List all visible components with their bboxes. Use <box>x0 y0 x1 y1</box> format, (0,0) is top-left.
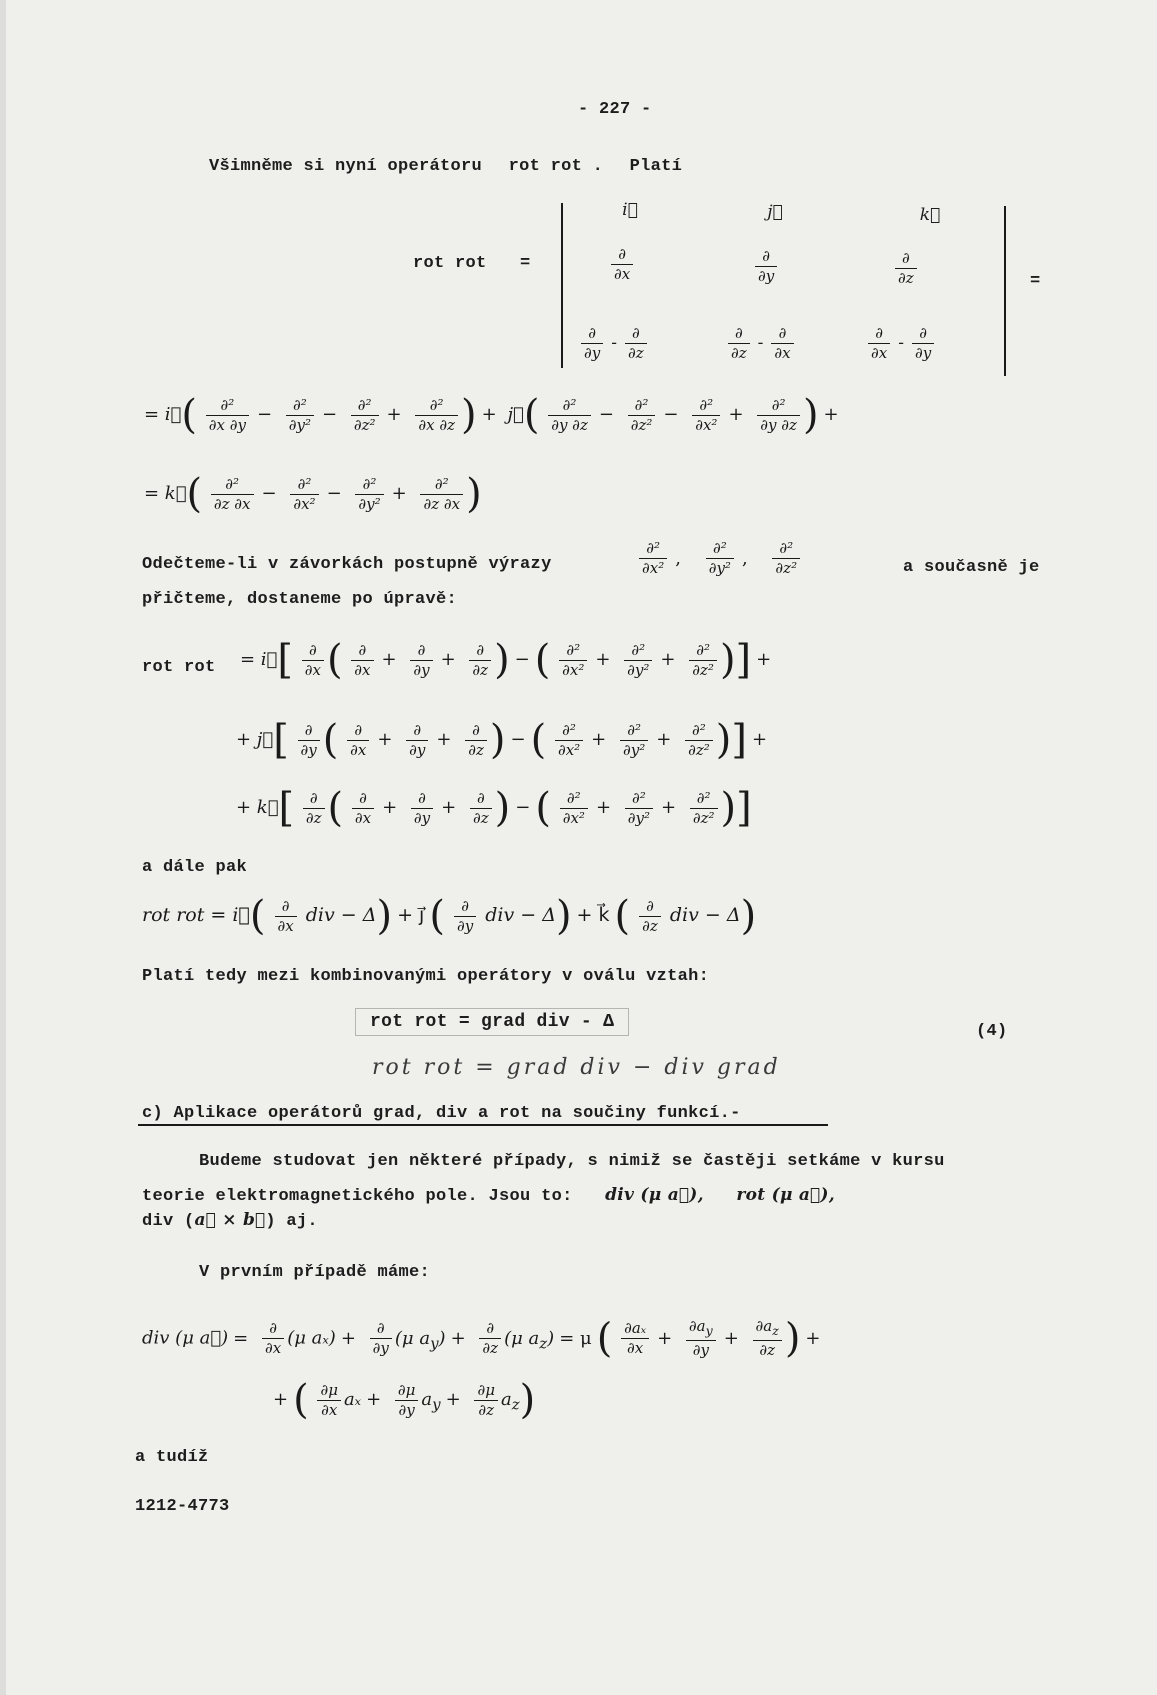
para2-line1: Budeme studovat jen některé případy, s nimiž se častěji setkáme v kursu <box>199 1152 945 1171</box>
handwritten-note: rot rot = grad div − div grad <box>372 1055 781 1080</box>
rotrot-short-eq: rot rot = i⃗( $\frac{\partial}{\partial x}$ div − Δ) + j⃗ ( $\frac{\partial}{\partial y}$ div − Δ) + k⃗ ( $\frac{\partial}{\partial z}$ div − Δ) <box>142 893 757 939</box>
v-prvnim: V prvním případě máme: <box>199 1263 431 1282</box>
para2-line3c: ) aj. <box>265 1212 318 1231</box>
det-row2-z: $\frac{\partial}{\partial z}$ <box>892 250 920 287</box>
det-trailing-equals: = <box>1030 272 1041 291</box>
para1-tail: a současně je <box>903 558 1040 577</box>
det-row3-2: $\frac{\partial}{\partial z}$ - $\frac{\partial}{\partial x}$ <box>725 325 797 362</box>
para2-line2 <box>142 1185 835 1206</box>
section-title-underline <box>138 1124 828 1126</box>
footer-code: 1212-4773 <box>135 1497 230 1516</box>
rotrot-line-i: = i⃗[ $\frac{\partial}{\partial x}$ ( $\frac{\partial}{\partial x}$ + $\frac{\partial}{\partial y}$ + $\frac{\partial}{\partial z}$ ) − ( $\frac{\text{∂²}}{\text{∂x²}}$ + $\frac{\text{∂²}}{\text{∂y²}}$ + $\frac{\text{∂²}}{\text{∂z²}}$ )] + <box>240 637 772 683</box>
para2-line3a: div ( <box>142 1212 195 1231</box>
det-equals: = <box>520 254 531 273</box>
plati-tedy: Platí tedy mezi kombinovanými operátory v oválu vztah: <box>142 967 710 986</box>
det-i: i⃗ <box>622 200 638 220</box>
det-row3-3: $\frac{\partial}{\partial x}$ - $\frac{\partial}{\partial y}$ <box>865 325 937 362</box>
rotrot-line-k: + k⃗[ $\frac{\partial}{\partial z}$ ( $\frac{\partial}{\partial x}$ + $\frac{\partial}{\partial y}$ + $\frac{\partial}{\partial z}$ ) − ( $\frac{\text{∂²}}{\text{∂x²}}$ + $\frac{\text{∂²}}{\text{∂y²}}$ + $\frac{\text{∂²}}{\text{∂z²}}$ )] <box>236 785 752 831</box>
para2-line2c: rot (μ a⃗), <box>736 1185 835 1205</box>
det-row3-1: $\frac{\partial}{\partial y}$ - $\frac{\partial}{\partial z}$ <box>578 325 650 362</box>
div-eq-line1: div (μ a⃗) = $\frac{\partial}{\partial x}$ (μ aₓ) + $\frac{\partial}{\partial y}$ (μ $a_y$) + $\frac{\partial}{\partial z}$ (μ $a_z) = \mu$ ( $\frac{\text{∂aₓ}}{\partial x}$ + $\frac{\partial a_y}{\partial y}$ + $\frac{\partial a_z}{\partial z}$ ) + <box>142 1315 821 1362</box>
intro-left: Všimněme si nyní operátoru <box>209 157 483 176</box>
scan-edge-shadow <box>0 0 6 1695</box>
para1-fractions: $\frac{\text{∂²}}{\text{∂x²}}$ , $\frac{\text{∂²}}{\text{∂y²}}$ , $\frac{\text{∂²}}{\text{∂z²}}$ <box>636 540 803 577</box>
para2-line2b: div (μ a⃗), <box>605 1185 704 1205</box>
rotrot-label: rot rot <box>142 658 216 677</box>
det-k: k⃗ <box>919 205 941 225</box>
det-row2-y: $\frac{\partial}{\partial y}$ <box>752 248 780 285</box>
section-title: c) Aplikace operátorů grad, div a rot na součiny funkcí.- <box>142 1104 741 1123</box>
intro-text <box>209 157 682 176</box>
intro-plati: Platí <box>629 157 683 176</box>
para2-line3 <box>142 1210 318 1231</box>
rotrot-line-j: + j⃗[ $\frac{\partial}{\partial y}$ ( $\frac{\partial}{\partial x}$ + $\frac{\partial}{\partial y}$ + $\frac{\partial}{\partial z}$ ) − ( $\frac{\text{∂²}}{\text{∂x²}}$ + $\frac{\text{∂²}}{\text{∂y²}}$ + $\frac{\text{∂²}}{\text{∂z²}}$ )] + <box>236 717 768 763</box>
para1-line2: přičteme, dostaneme po úpravě: <box>142 590 458 609</box>
div-eq-line2: + ( $\frac{\partial\mu}{\partial x}$ aₓ + $\frac{\partial\mu}{\partial y}$ $a_y$ + $\frac{\partial\mu}{\partial z}$ $a_z$) <box>273 1377 536 1423</box>
a-dale-pak: a dále pak <box>142 858 248 877</box>
equation-number: (4) <box>976 1022 1008 1041</box>
expansion-line-k: = k⃗( $\frac{\text{∂²}}{\partial z \partial x}$ − $\frac{\text{∂²}}{\text{∂x²}}$ − $\frac{\text{∂²}}{\text{∂y²}}$ + $\frac{\text{∂²}}{\partial z \partial x}$ ) <box>144 471 482 517</box>
det-j: j⃗ <box>767 202 783 222</box>
det-row2-x: $\frac{\partial}{\partial x}$ <box>608 246 636 283</box>
page-number: - 227 - <box>578 100 652 119</box>
a-tudiz: a tudíž <box>135 1448 209 1467</box>
det-left-bar <box>561 203 563 368</box>
para1-line1: Odečteme-li v závorkách postupně výrazy <box>142 555 552 574</box>
para2-line2a: teorie elektromagnetického pole. Jsou to: <box>142 1187 573 1206</box>
para2-line3b: a⃗ × b⃗ <box>194 1210 266 1230</box>
expansion-line-i-j: = i⃗( $\frac{\text{∂²}}{\partial x \partial y}$ − $\frac{\text{∂²}}{\text{∂y²}}$ − $\frac{\text{∂²}}{\text{∂z²}}$ + $\frac{\text{∂²}}{\partial x \partial z}$ ) + j⃗( $\frac{\text{∂²}}{\partial y \partial z}$ − $\frac{\text{∂²}}{\text{∂z²}}$ − $\frac{\text{∂²}}{\text{∂x²}}$ + $\frac{\text{∂²}}{\partial y \partial z}$ ) + <box>144 392 839 438</box>
intro-rot: rot rot . <box>508 157 604 176</box>
det-label: rot rot <box>413 254 487 273</box>
boxed-equation: rot rot = grad div - Δ <box>355 1008 629 1036</box>
det-right-bar <box>1004 206 1006 376</box>
